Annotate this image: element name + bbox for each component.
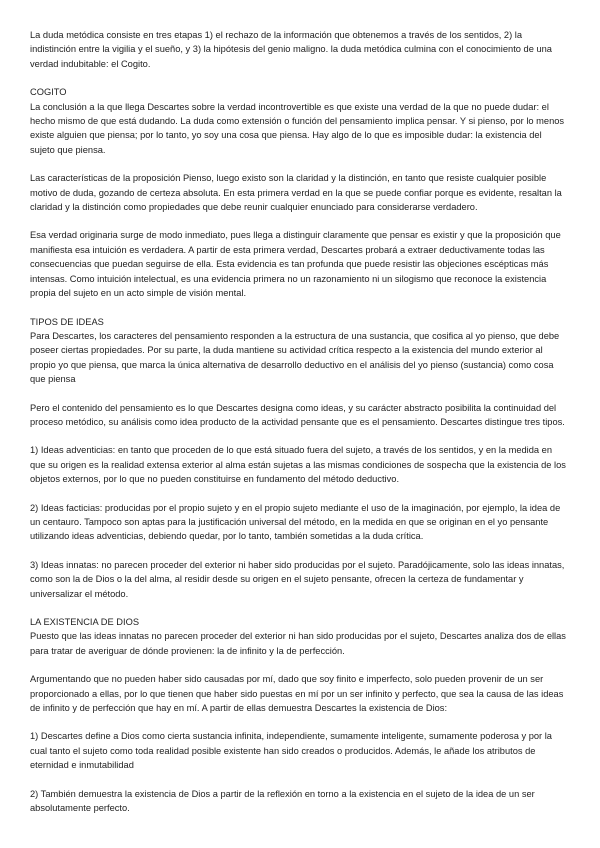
paragraph: 1) Descartes define a Dios como cierta sustancia infinita, independiente, sumamente inteligente, sumamente poderosa y por la cual tanto el sujeto como toda realidad posible existente han sido creados o producidos. Además, le añade los atributos de eternidad e inmutabilidad: [30, 731, 552, 771]
paragraph: Pero el contenido del pensamiento es lo que Descartes designa como ideas, y su carácter abstracto posibilita la continuidad del proceso metódico, su análisis como idea producto de la actividad pensante que es el pensamiento. Descartes distingue tres tipos.: [30, 402, 565, 427]
paragraph: 2) También demuestra la existencia de Dios a partir de la reflexión en torno a la existencia en el sujeto de la idea de un ser absolutamente perfecto.: [30, 788, 535, 814]
paragraph: La conclusión a la que llega Descartes sobre la verdad incontrovertible es que existe una verdad de la que no puede dudar: el hecho mismo de que está dudando. La duda como extensión o función del pensamiento implica pensar. Y si pienso, por lo menos existe alguien que piensa; por lo tanto, yo soy una cosa que piensa. Hay algo de lo que es imposible dudar: la existencia del sujeto que piensa.: [30, 101, 565, 155]
paragraph: Argumentando que no pueden haber sido causadas por mí, dado que soy finito e imperfecto, solo pueden provenir de un ser proporcionado a ellas, por lo que tienen que haber sido puestas en mí por un ser infinito y perfecto, que sea la causa de las ideas de infinito y de perfección que hay en mí. A partir de ellas demuestra Descartes la existencia de Dios:: [30, 674, 564, 714]
paragraph: 3) Ideas innatas: no parecen proceder del exterior ni haber sido producidas por el sujeto. Paradójicamente, solo las ideas innatas, como son la de Dios o la del alma, al residir desde su origen en el sujeto pensante, ofrecen la certeza de fundamentar y universalizar el método.: [30, 559, 565, 599]
paragraph: Esa verdad originaria surge de modo inmediato, pues llega a distinguir claramente que pensar es existir y que la proposición que manifiesta esa intuición es verdadera. A partir de esta primera verdad, Descartes probará a extraer deductivamente todas las consecuencias que puedan seguirse de ella. Esta evidencia es tan profunda que puede resistir las objeciones escépticas más intensas. Como intuición intelectual, es una evidencia primera no un razonamiento ni un silogismo que reconoce la existencia propia del sujeto en un acto simple de visión mental.: [30, 230, 561, 299]
paragraph: Las características de la proposición Pienso, luego existo son la claridad y la distinción, en tanto que resiste cualquier posible motivo de duda, gozando de certeza absoluta. En esta primera verdad en la que se puede confiar porque es evidente, resaltan la claridad y la distinción como propiedades que debe reunir cualquier enunciado para considerarse verdadero.: [30, 173, 562, 213]
paragraph: 2) Ideas facticias: producidas por el propio sujeto y en el propio sujeto mediante el uso de la imaginación, por ejemplo, la idea de un centauro. Tampoco son aptas para la justificación universal del método, en la medida en que se originan en el yo pensante utilizando ideas adventicias, debiendo quedar, por lo tanto, también sometidas a la duda crítica.: [30, 502, 561, 542]
paragraph: Puesto que las ideas innatas no parecen proceder del exterior ni han sido producidas por el sujeto, Descartes analiza dos de ellas para tratar de averiguar de dónde provienen: la de infinito y la de perfección.: [30, 631, 566, 656]
paragraph: Para Descartes, los caracteres del pensamiento responden a la estructura de una sustancia, que cosifica al yo pienso, que debe poseer ciertas propiedades. Por su parte, la duda mantiene su actividad crítica respecto a la existencia del mundo exterior al propio yo que piensa, que marca la única alternativa de desarrollo deductivo en el análisis del yo pienso (sustancia) como cosa que piensa: [30, 330, 560, 385]
section-heading: COGITO: [30, 87, 67, 98]
section-heading: LA EXISTENCIA DE DIOS: [30, 617, 140, 627]
section-tipos-de-ideas: [30, 315, 566, 602]
section-existencia-de-dios: [30, 615, 566, 815]
paragraph: 1) Ideas adventicias: en tanto que proceden de lo que está situado fuera del sujeto, a través de los sentidos, y en la medida en que su origen es la realidad extensa exterior al alma están sujetas a las mismas condiciones de sospecha que la existencia de los objetos externos, por lo que no pueden constituirse en fundamento del método deductivo.: [30, 445, 566, 485]
section-cogito: [30, 85, 566, 300]
document-page: [30, 28, 566, 829]
section-heading: TIPOS DE IDEAS: [30, 316, 104, 327]
intro-paragraph: La duda metódica consiste en tres etapas 1) el rechazo de la información que obtenemos a través de los sentidos, 2) la indistinción entre la vigilia y el sueño, y 3) la hipótesis del genio maligno. la duda metódica culmina con el conocimiento de una verdad indubitable: el Cogito.: [30, 30, 552, 69]
